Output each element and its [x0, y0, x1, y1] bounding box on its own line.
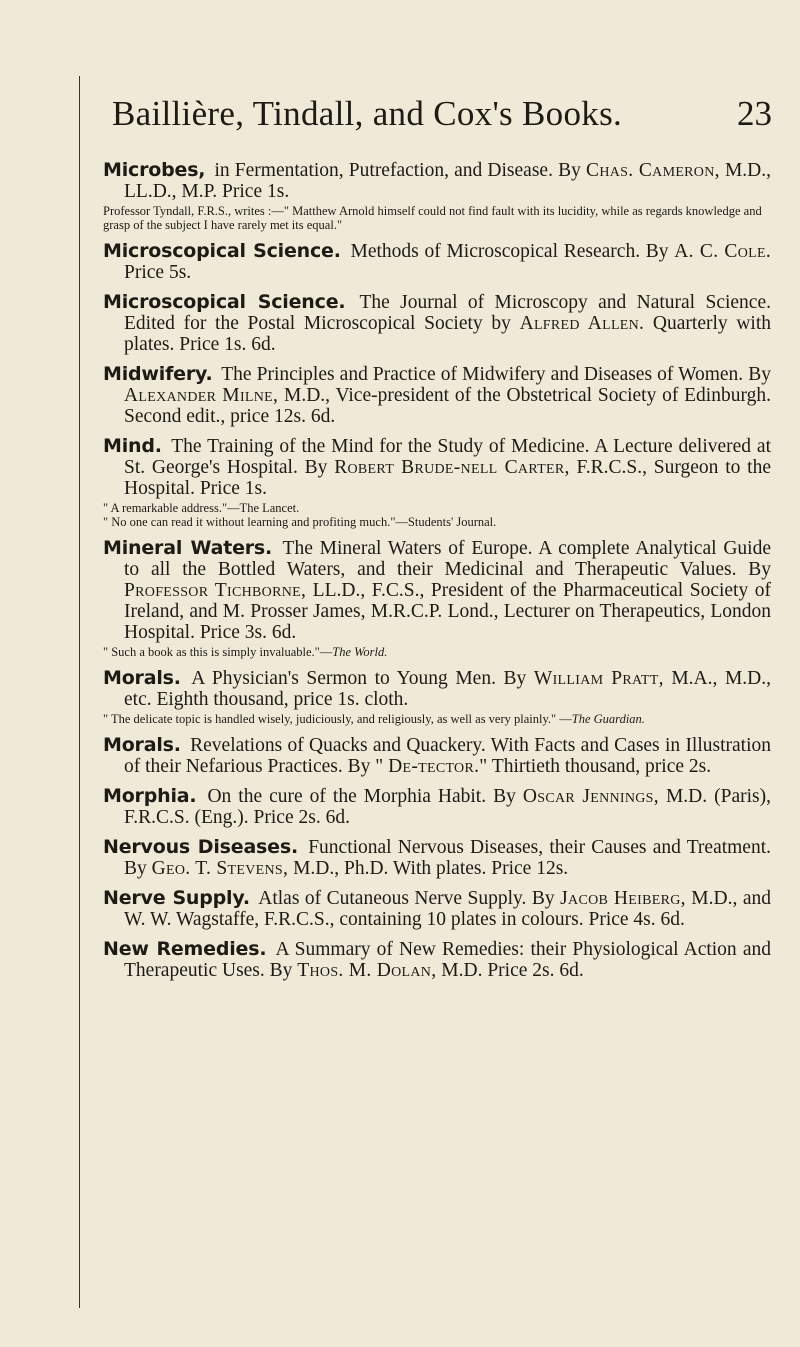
entry-description: On the cure of the Morphia Habit. By: [207, 786, 523, 807]
entry-heading: Mineral Waters.: [103, 537, 273, 559]
catalogue-entry: [103, 160, 771, 232]
catalogue-entries: [103, 160, 771, 990]
entry-author: De-tector.: [388, 756, 480, 777]
entry-details: LL.D., F.C.S., President of the Pharmaceutical Society of Ireland, and M. Prosser James, M.R.C.P. Lond., Lecturer on Therapeutics, London Hospital. Price 3s. 6d.: [124, 580, 771, 643]
entry-details: Quarterly with plates. Price 1s. 6d.: [124, 313, 772, 355]
entry-heading: Morals.: [103, 667, 181, 689]
entry-author: Jacob Heiberg,: [560, 888, 686, 909]
entry-heading: Mind.: [103, 435, 162, 457]
entry-heading: Morals.: [103, 734, 181, 756]
entry-details: M.D., Vice-president of the Obstetrical Society of Edinburgh. Second edit., price 12s. 6d.: [124, 385, 771, 427]
entry-description: The Principles and Practice of Midwifery and Diseases of Women. By: [221, 364, 771, 385]
catalogue-entry: [103, 292, 771, 355]
entry-description: in Fermentation, Putrefaction, and Disease. By: [214, 160, 587, 181]
catalogue-entry: [103, 538, 771, 659]
entry-details: M.D., Ph.D. With plates. Price 12s.: [288, 858, 569, 879]
entry-quote: " The delicate topic is handled wisely, judiciously, and religiously, as well as very plainly." —The Guardian.: [103, 712, 645, 726]
entry-details: M.D. Price 2s. 6d.: [436, 960, 584, 981]
entry-author: Alexander Milne,: [124, 385, 279, 406]
entry-author: Geo. T. Stevens,: [151, 858, 289, 879]
catalogue-entry: [103, 364, 771, 427]
entry-details: M.D. (Paris), F.R.C.S. (Eng.). Price 2s. 6d.: [124, 786, 771, 828]
running-header: [112, 94, 772, 146]
entry-heading: New Remedies.: [103, 938, 267, 960]
catalogue-entry: [103, 786, 771, 828]
entry-heading: Nervous Diseases.: [103, 836, 298, 858]
entry-heading: Microbes,: [103, 159, 206, 181]
entry-description: A Physician's Sermon to Young Men. By: [191, 668, 534, 689]
entry-quote: " A remarkable address."—The Lancet. " No one can read it without learning and profiting much."—Students' Journal.: [103, 501, 497, 529]
entry-description: The Training of the Mind for the Study of Medicine. A Lecture delivered at St. George's Hospital. By: [124, 436, 771, 478]
entry-description: The Journal of Microscopy and Natural Science. Edited for the Postal Microscopical Society by: [124, 292, 771, 334]
left-margin-rule: [79, 76, 80, 1308]
entry-description: A Summary of New Remedies: their Physiological Action and Therapeutic Uses. By: [124, 939, 771, 981]
entry-heading: Morphia.: [103, 785, 197, 807]
entry-heading: Nerve Supply.: [103, 887, 250, 909]
entry-author: Thos. M. Dolan,: [297, 960, 437, 981]
entry-details: M.A., M.D., etc. Eighth thousand, price 1s. cloth.: [124, 668, 771, 710]
entry-author: Professor Tichborne,: [124, 580, 307, 601]
entry-heading: Microscopical Science.: [103, 240, 341, 262]
entry-description: Functional Nervous Diseases, their Causes and Treatment. By: [124, 837, 772, 879]
entry-quote: Professor Tyndall, F.R.S., writes :—" Matthew Arnold himself could not find fault with its lucidity, while as regards knowledge and grasp of the subject I have rarely met its equal.": [103, 204, 762, 232]
catalogue-entry: [103, 939, 771, 981]
entry-heading: Microscopical Science.: [103, 291, 346, 313]
entry-heading: Midwifery.: [103, 363, 213, 385]
entry-author: Chas. Cameron,: [586, 160, 720, 181]
entry-author: Robert Brude-nell Carter,: [334, 457, 570, 478]
catalogue-entry: [103, 837, 771, 879]
catalogue-entry: [103, 241, 771, 283]
entry-description: Revelations of Quacks and Quackery. With Facts and Cases in Illustration of their Nefarious Practices. By ": [124, 735, 772, 777]
entry-author: Oscar Jennings,: [522, 786, 659, 807]
entry-quote: " Such a book as this is simply invaluable."—The World.: [103, 645, 388, 659]
catalogue-entry: [103, 888, 771, 930]
entry-details: Price 5s.: [124, 262, 192, 283]
catalogue-entry: [103, 735, 771, 777]
entry-author: William Pratt,: [533, 668, 664, 689]
entry-author: Alfred Allen.: [519, 313, 645, 334]
entry-description: Atlas of Cutaneous Nerve Supply. By: [258, 888, 561, 909]
entry-description: Methods of Microscopical Research. By: [350, 241, 675, 262]
page-number: 23: [737, 94, 772, 133]
catalogue-entry: [103, 436, 771, 529]
header-title: Baillière, Tindall, and Cox's Books.: [112, 94, 623, 133]
entry-details: M.D., LL.D., M.P. Price 1s.: [124, 160, 772, 202]
entry-description: The Mineral Waters of Europe. A complete Analytical Guide to all the Bottled Waters, and their Medicinal and Therapeutic Values. By: [124, 538, 771, 580]
entry-author: A. C. Cole.: [674, 241, 771, 262]
entry-details: " Thirtieth thousand, price 2s.: [479, 756, 712, 777]
catalogue-entry: [103, 668, 771, 726]
entry-details: F.R.C.S., Surgeon to the Hospital. Price 1s.: [124, 457, 771, 499]
entry-details: M.D., and W. W. Wagstaffe, F.R.C.S., containing 10 plates in colours. Price 4s. 6d.: [124, 888, 771, 930]
